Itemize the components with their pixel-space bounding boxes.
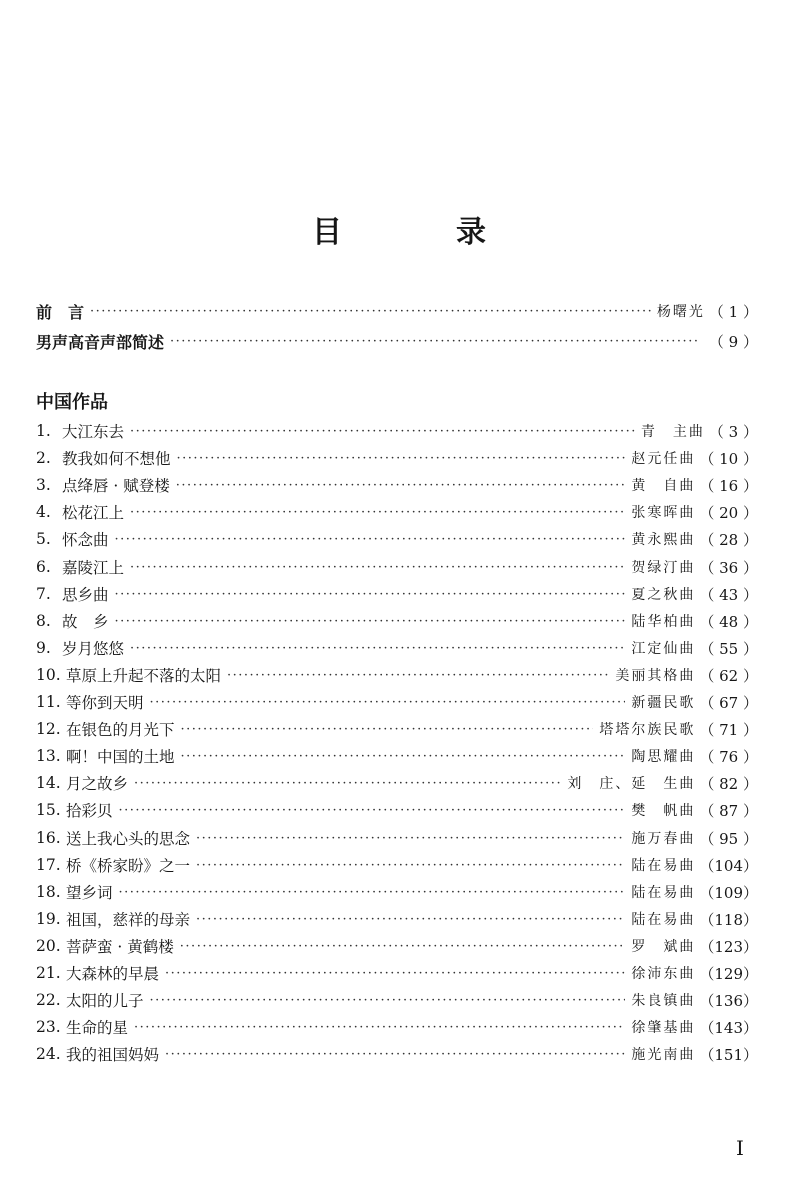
entry-page: （ 10 ）	[699, 449, 758, 468]
entry-number: 4.	[36, 503, 51, 521]
leader-dots	[130, 424, 635, 439]
entry-composer: 徐沛东曲	[631, 966, 696, 982]
entry-title: 故 乡	[62, 613, 109, 631]
entry-page: （123）	[699, 937, 758, 956]
leader-dots	[177, 451, 626, 466]
entry-composer: 黄永熙曲	[631, 532, 696, 548]
entry-page: （143）	[699, 1018, 758, 1037]
entry-number: 24.	[36, 1045, 61, 1063]
front-matter-page: （ 1 ）	[708, 302, 758, 321]
toc-entry-row[interactable]	[36, 445, 758, 471]
entry-title: 大江东去	[62, 423, 125, 441]
entry-title: 教我如何不想他	[62, 450, 171, 468]
leader-dots	[227, 668, 609, 683]
front-matter-row[interactable]	[36, 298, 758, 324]
entry-page: （ 87 ）	[699, 801, 758, 820]
toc-entry-row[interactable]	[36, 716, 758, 742]
entry-page: （118）	[699, 910, 758, 929]
entry-page: （ 3 ）	[708, 422, 758, 441]
entry-page: （ 48 ）	[699, 612, 758, 631]
entry-number: 10.	[36, 666, 61, 684]
entry-composer: 施万春曲	[631, 831, 696, 847]
entry-page: （129）	[699, 964, 758, 983]
page-title	[0, 207, 800, 251]
entry-title: 我的祖国妈妈	[66, 1046, 160, 1064]
section-heading: 中国作品	[36, 392, 108, 413]
entry-composer: 陶思耀曲	[631, 749, 696, 765]
entry-page: （136）	[699, 991, 758, 1010]
entry-number: 15.	[36, 801, 61, 819]
entry-page: （ 55 ）	[699, 639, 758, 658]
entry-composer: 青 主曲	[640, 424, 705, 440]
front-matter-page: （ 9 ）	[708, 332, 758, 351]
entry-title: 望乡词	[66, 884, 113, 902]
entry-number: 1.	[36, 422, 51, 440]
entry-number: 13.	[36, 747, 61, 765]
toc-entry-row[interactable]	[36, 554, 758, 580]
entry-composer: 施光南曲	[631, 1047, 696, 1063]
entry-page: （ 71 ）	[699, 720, 758, 739]
entry-title: 送上我心头的思念	[66, 830, 191, 848]
entry-page: （ 20 ）	[699, 503, 758, 522]
entry-page: （151）	[699, 1045, 758, 1064]
entry-composer: 徐肇基曲	[631, 1020, 696, 1036]
leader-dots	[134, 776, 561, 791]
entry-title: 生命的星	[66, 1019, 129, 1037]
leader-dots	[119, 885, 626, 900]
toc-entry-row[interactable]	[36, 499, 758, 525]
entry-page: （ 28 ）	[699, 530, 758, 549]
toc-entry-row[interactable]	[36, 689, 758, 715]
toc-entry-row[interactable]	[36, 581, 758, 607]
entry-number: 7.	[36, 585, 51, 603]
entry-number: 23.	[36, 1018, 61, 1036]
entry-title: 啊！中国的土地	[66, 748, 175, 766]
toc-entry-row[interactable]	[36, 1014, 758, 1040]
leader-dots	[180, 939, 626, 954]
title-char-2: 录	[456, 215, 488, 250]
leader-dots	[181, 749, 626, 764]
entry-title: 菩萨蛮 · 黄鹤楼	[66, 938, 174, 956]
toc-entry-row[interactable]	[36, 770, 758, 796]
leader-dots	[115, 614, 626, 629]
title-char-1: 目	[312, 215, 344, 250]
entry-number: 22.	[36, 991, 61, 1009]
leader-dots	[130, 505, 625, 520]
entry-composer: 黄 自曲	[631, 478, 696, 494]
entry-page: （ 95 ）	[699, 829, 758, 848]
toc-entry-row[interactable]	[36, 608, 758, 634]
entry-number: 21.	[36, 964, 61, 982]
entry-page: （ 62 ）	[699, 666, 758, 685]
entry-composer: 贺绿汀曲	[631, 560, 696, 576]
entry-number: 11.	[36, 693, 61, 711]
toc-entry-row[interactable]	[36, 960, 758, 986]
entry-title: 大森林的早晨	[66, 965, 160, 983]
toc-entry-row[interactable]	[36, 662, 758, 688]
entry-composer: 陆在易曲	[631, 885, 696, 901]
entry-title: 怀念曲	[62, 531, 109, 549]
leader-dots	[165, 1047, 625, 1062]
entry-page: （ 82 ）	[699, 774, 758, 793]
entry-composer: 陆华柏曲	[631, 614, 696, 630]
leader-dots	[115, 587, 626, 602]
toc-entry-row[interactable]	[36, 526, 758, 552]
entry-number: 16.	[36, 829, 61, 847]
front-matter-title: 前 言	[36, 302, 85, 322]
toc-entry-row[interactable]	[36, 933, 758, 959]
toc-entry-row[interactable]	[36, 879, 758, 905]
front-matter-author: 杨曙光	[656, 304, 705, 320]
entry-number: 6.	[36, 558, 51, 576]
entry-number: 12.	[36, 720, 61, 738]
entry-title: 嘉陵江上	[62, 559, 125, 577]
entry-number: 3.	[36, 476, 51, 494]
entry-title: 桥《桥家盼》之一	[66, 857, 191, 875]
leader-dots	[115, 532, 626, 547]
entry-composer: 陆在易曲	[631, 912, 696, 928]
leader-dots	[165, 966, 625, 981]
entry-composer: 朱良镇曲	[631, 993, 696, 1009]
toc-entry-row[interactable]	[36, 906, 758, 932]
leader-dots	[90, 304, 651, 319]
toc-entry-row[interactable]	[36, 472, 758, 498]
leader-dots	[176, 478, 626, 493]
entry-number: 17.	[36, 856, 61, 874]
entry-page: （ 36 ）	[699, 558, 758, 577]
leader-dots	[150, 695, 626, 710]
entry-page: （ 43 ）	[699, 585, 758, 604]
leader-dots	[119, 803, 626, 818]
front-matter-title: 男声高音声部简述	[36, 332, 165, 352]
toc-entry-row[interactable]	[36, 825, 758, 851]
entry-page: （ 16 ）	[699, 476, 758, 495]
entry-composer: 塔塔尔族民歌	[599, 722, 696, 738]
entry-number: 8.	[36, 612, 51, 630]
entry-title: 在银色的月光下	[66, 721, 175, 739]
entry-number: 5.	[36, 530, 51, 548]
entry-title: 祖国，慈祥的母亲	[66, 911, 191, 929]
entry-composer: 赵元任曲	[631, 451, 696, 467]
leader-dots	[196, 912, 625, 927]
entry-title: 思乡曲	[62, 586, 109, 604]
toc-entry-row[interactable]	[36, 987, 758, 1013]
leader-dots	[134, 1020, 625, 1035]
leader-dots	[196, 831, 625, 846]
entry-page: （109）	[699, 883, 758, 902]
leader-dots	[196, 858, 625, 873]
entry-page: （104）	[699, 856, 758, 875]
entry-title: 岁月悠悠	[62, 640, 125, 658]
entry-number: 9.	[36, 639, 51, 657]
entry-title: 太阳的儿子	[66, 992, 144, 1010]
entry-page: （ 76 ）	[699, 747, 758, 766]
leader-dots	[130, 560, 625, 575]
entry-number: 18.	[36, 883, 61, 901]
entry-title: 月之故乡	[66, 775, 129, 793]
toc-entry-row[interactable]	[36, 852, 758, 878]
entry-title: 等你到天明	[66, 694, 144, 712]
entry-composer: 美丽其格曲	[615, 668, 696, 684]
toc-entry-row[interactable]	[36, 797, 758, 823]
leader-dots	[150, 993, 626, 1008]
front-matter-row[interactable]	[36, 328, 758, 354]
entry-title: 草原上升起不落的太阳	[66, 667, 222, 685]
entry-number: 20.	[36, 937, 61, 955]
entry-title: 松花江上	[62, 504, 125, 522]
entry-composer: 夏之秋曲	[631, 587, 696, 603]
leader-dots	[170, 334, 699, 349]
entry-title: 点绛唇 · 赋登楼	[62, 477, 170, 495]
entry-composer: 新疆民歌	[631, 695, 696, 711]
toc-entry-row[interactable]	[36, 418, 758, 444]
entry-page: （ 67 ）	[699, 693, 758, 712]
leader-dots	[130, 641, 625, 656]
entry-number: 19.	[36, 910, 61, 928]
entry-title: 拾彩贝	[66, 802, 113, 820]
entry-composer: 江定仙曲	[631, 641, 696, 657]
toc-entry-row[interactable]	[36, 743, 758, 769]
entry-composer: 罗 斌曲	[631, 939, 696, 955]
entry-composer: 陆在易曲	[631, 858, 696, 874]
toc-entry-row[interactable]	[36, 635, 758, 661]
entry-composer: 张寒晖曲	[631, 505, 696, 521]
entry-composer: 樊 帆曲	[631, 803, 696, 819]
leader-dots	[181, 722, 594, 737]
page-folio: I	[736, 1136, 744, 1160]
entry-number: 2.	[36, 449, 51, 467]
toc-entry-row[interactable]	[36, 1041, 758, 1067]
entry-composer: 刘 庄、延 生曲	[567, 776, 696, 792]
entry-number: 14.	[36, 774, 61, 792]
